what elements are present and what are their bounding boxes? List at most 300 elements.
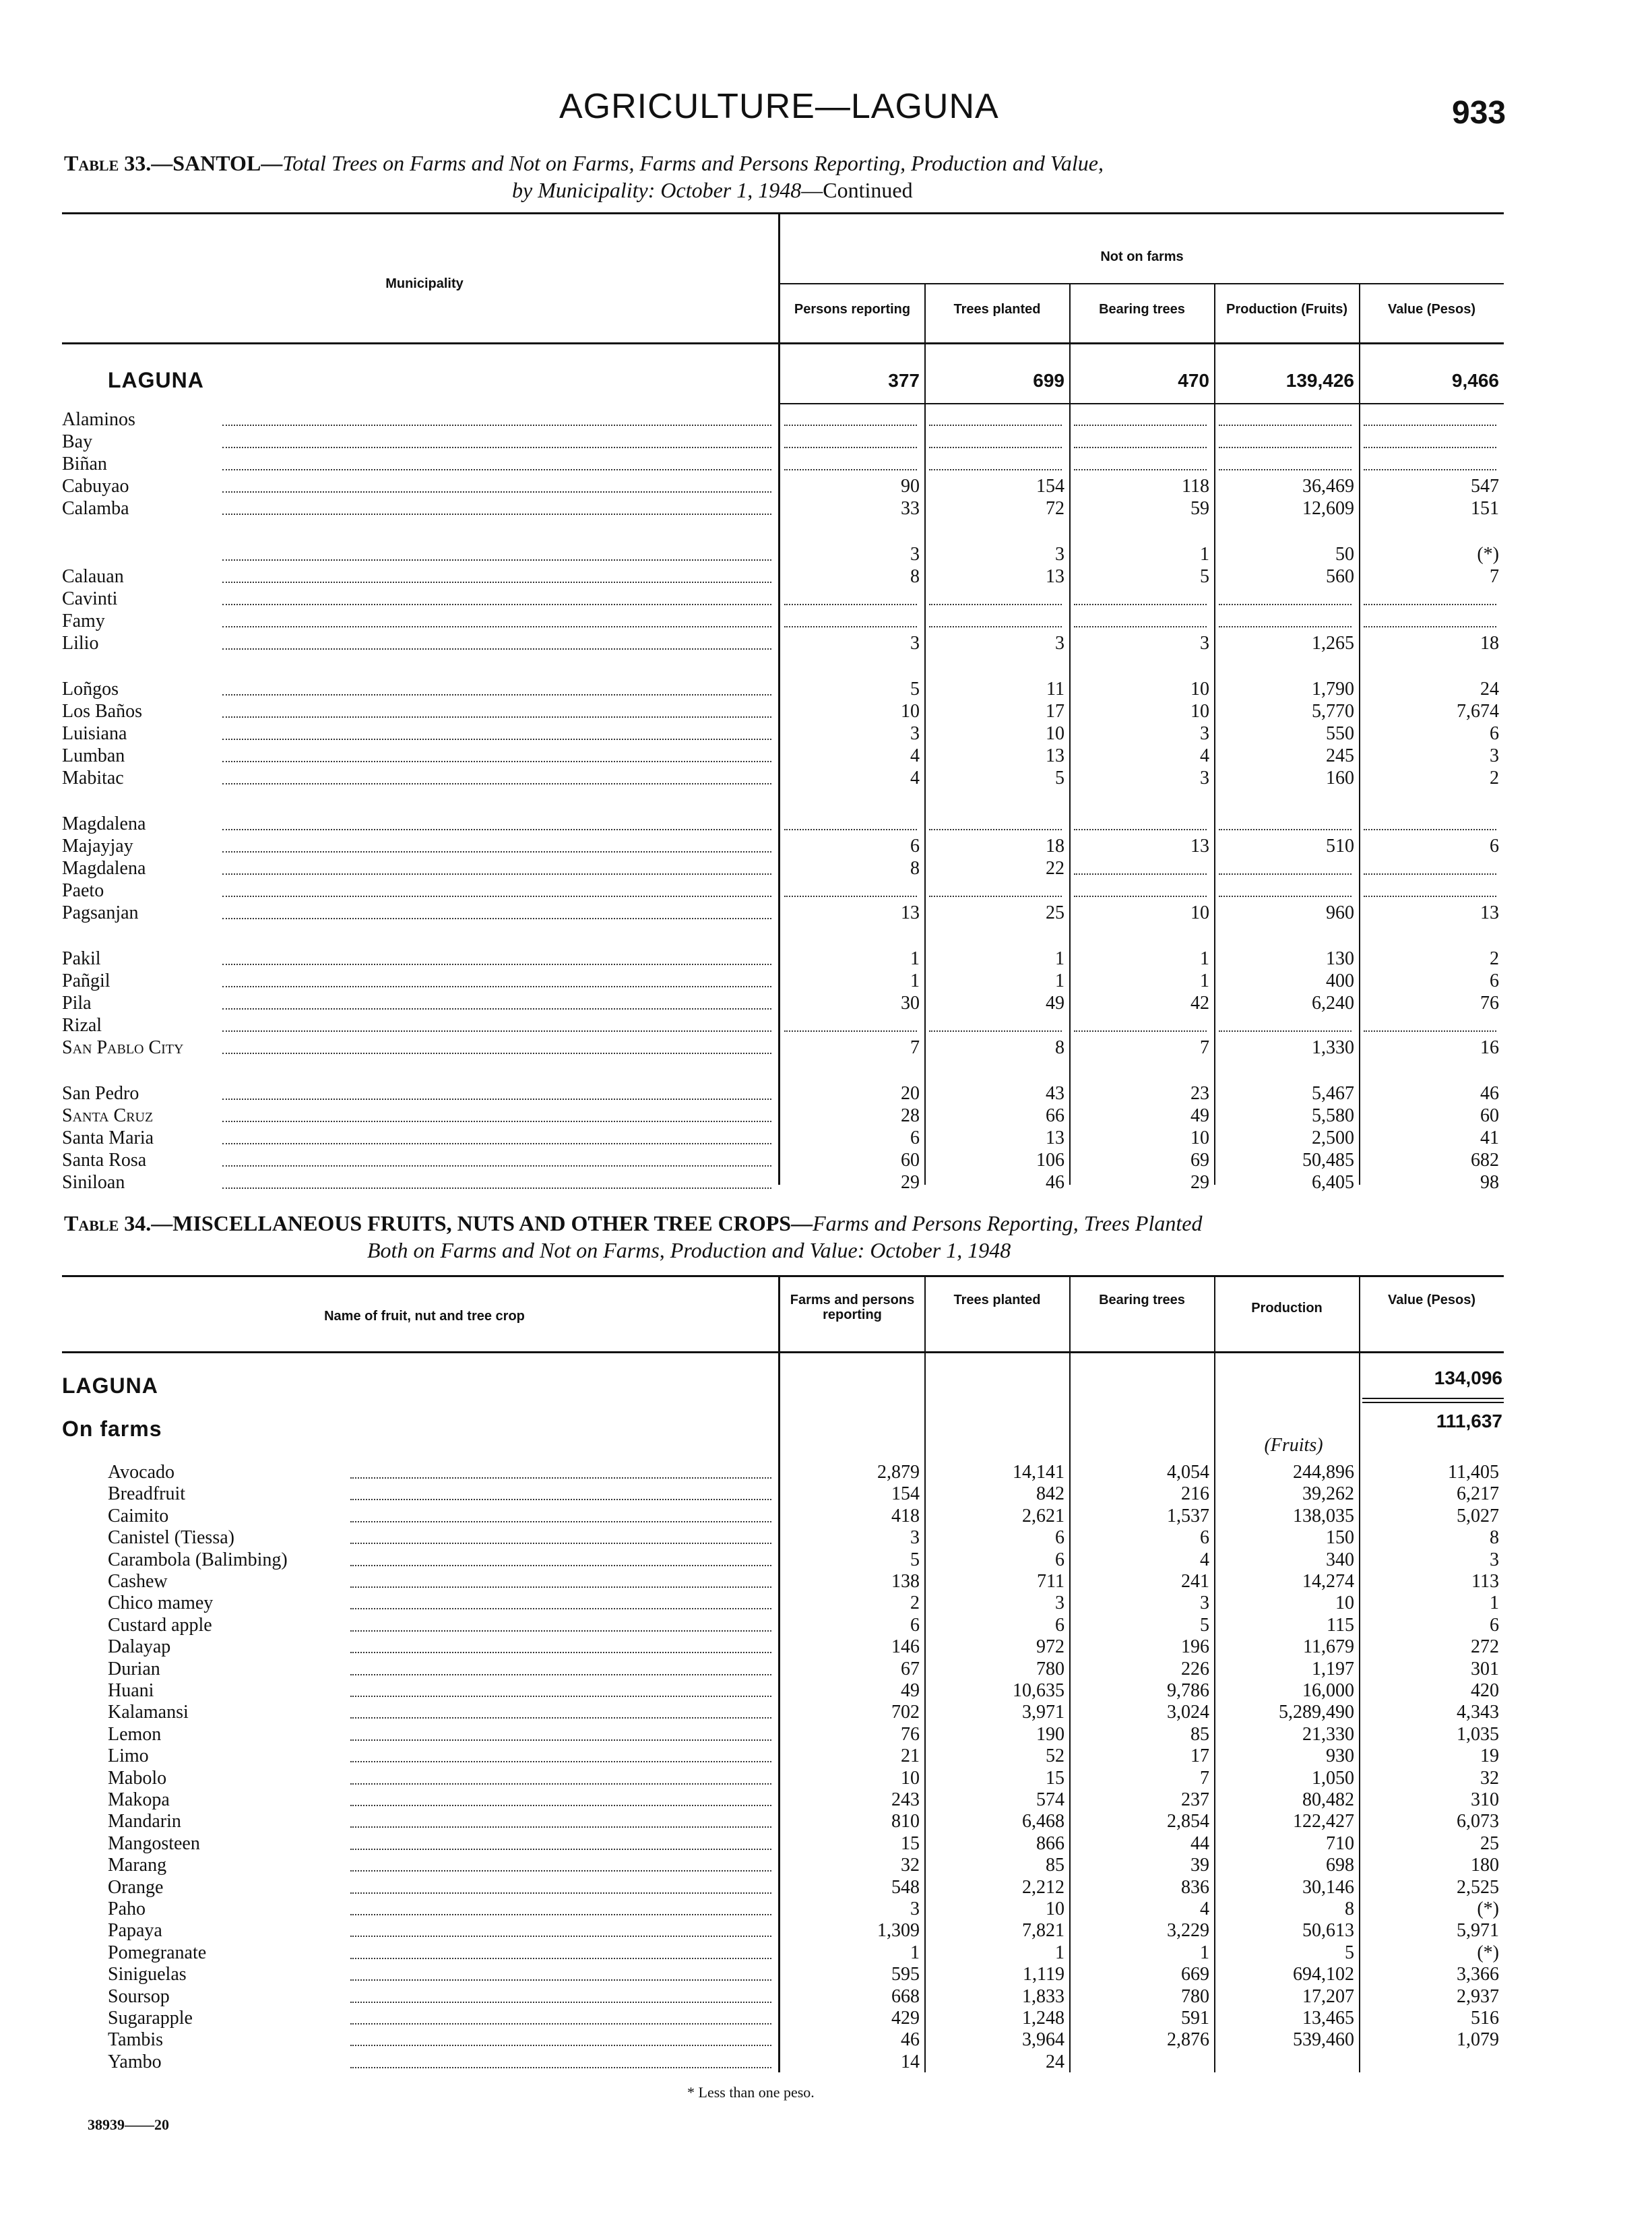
leader-dots: [222, 604, 771, 605]
table-cell: 122,427: [1293, 1811, 1354, 1832]
table-cell: 9,786: [1167, 1680, 1209, 1701]
table-cell: 67: [901, 1659, 920, 1679]
table-cell: 5: [910, 679, 920, 700]
table-cell: 66: [1046, 1105, 1065, 1126]
leader-dots: [222, 559, 771, 561]
leader-dots: [222, 873, 771, 875]
table-cell: 6: [1490, 1615, 1499, 1636]
crop-name: Custard apple: [108, 1615, 212, 1636]
table-cell: 6: [910, 1128, 920, 1148]
table-cell: 36,469: [1302, 476, 1354, 497]
table-cell: 3: [910, 723, 920, 744]
table-cell: 6: [910, 836, 920, 857]
table-cell: 22: [1046, 858, 1065, 879]
table-cell: 429: [891, 2008, 920, 2029]
leader-dots: [350, 1586, 771, 1588]
leader-dots: [222, 582, 771, 583]
municipality-name: Cabuyao: [62, 476, 129, 497]
table-cell: 80,482: [1302, 1789, 1354, 1810]
table-cell: 7,821: [1022, 1920, 1065, 1941]
table-cell: 25: [1046, 902, 1065, 923]
empty-cell-dots: [784, 1030, 917, 1032]
leader-dots: [350, 2045, 771, 2046]
leader-dots: [350, 1696, 771, 1697]
leader-dots: [350, 1674, 771, 1675]
table-cell: 30: [901, 993, 920, 1014]
table-cell: 3,366: [1457, 1964, 1499, 1985]
crop-name: Kalamansi: [108, 1702, 189, 1723]
table-cell: 960: [1326, 902, 1354, 923]
table-cell: 548: [891, 1877, 920, 1898]
leader-dots: [222, 896, 771, 897]
table-cell: 6: [1055, 1615, 1065, 1636]
leader-dots: [222, 783, 771, 784]
table-cell: 21,330: [1302, 1724, 1354, 1745]
crop-name: Lemon: [108, 1724, 162, 1745]
table-cell: 16: [1480, 1037, 1499, 1058]
leader-dots: [350, 1630, 771, 1632]
table34-onfarms-value: 111,637: [1436, 1411, 1502, 1431]
table-cell: 6: [1055, 1527, 1065, 1548]
table-cell: 301: [1471, 1659, 1499, 1679]
table-cell: 272: [1471, 1636, 1499, 1657]
leader-dots: [222, 447, 771, 448]
leader-dots: [350, 1979, 771, 1981]
crop-name: Cashew: [108, 1571, 168, 1592]
empty-cell-dots: [784, 829, 917, 830]
crop-name: Pomegranate: [108, 1942, 207, 1963]
table-cell: 39,262: [1302, 1483, 1354, 1504]
empty-cell-dots: [929, 425, 1062, 426]
table-cell: 668: [891, 1986, 920, 2007]
table33-group-header: Not on farms: [1100, 249, 1184, 264]
table-cell: 7: [910, 1037, 920, 1058]
leader-dots: [222, 648, 771, 650]
table-cell: 52: [1046, 1746, 1065, 1766]
table34-col-divider: [924, 1277, 926, 2072]
crop-name: Mandarin: [108, 1811, 181, 1832]
leader-dots: [350, 1783, 771, 1785]
table-cell: 160: [1326, 768, 1354, 789]
table34-col-production: Production: [1251, 1301, 1323, 1316]
table33-col-production: Production (Fruits): [1226, 302, 1347, 317]
leader-dots: [222, 626, 771, 627]
empty-cell-dots: [784, 604, 917, 605]
table-cell: 13: [901, 902, 920, 923]
table-cell: 2,879: [877, 1462, 920, 1483]
table-cell: 1,119: [1023, 1964, 1065, 1985]
leader-dots: [350, 1805, 771, 1806]
table33-col-divider: [1069, 284, 1071, 1185]
empty-cell-dots: [1074, 604, 1207, 605]
table-cell: 1,537: [1167, 1506, 1209, 1526]
table-cell: 10: [1046, 723, 1065, 744]
table-cell: 8: [910, 566, 920, 587]
table34-col-value: Value (Pesos): [1387, 1293, 1476, 1307]
empty-cell-dots: [1219, 626, 1352, 627]
municipality-name: San Pablo City: [62, 1037, 184, 1058]
municipality-name: Santa Rosa: [62, 1150, 147, 1171]
empty-cell-dots: [1219, 1030, 1352, 1032]
table-cell: 5: [910, 1549, 920, 1570]
table-cell: 5: [1200, 1615, 1209, 1636]
table-cell: 28: [901, 1105, 920, 1126]
table-cell: 11,679: [1303, 1636, 1354, 1657]
table33-col-persons: Persons reporting: [794, 302, 911, 317]
table34-col-divider: [1359, 1277, 1360, 2072]
table-cell: 42: [1190, 993, 1209, 1014]
crop-name: Chico mamey: [108, 1593, 214, 1613]
table-cell: 24: [1480, 679, 1499, 700]
table-cell: 780: [1036, 1659, 1065, 1679]
table-cell: 72: [1046, 498, 1065, 519]
table-cell: 46: [901, 2029, 920, 2050]
empty-cell-dots: [929, 896, 1062, 897]
table-cell: 20: [901, 1083, 920, 1104]
table-cell: 710: [1326, 1833, 1354, 1854]
leader-dots: [222, 1030, 771, 1032]
table-cell: 8: [1055, 1037, 1065, 1058]
table34-title-date: Both on Farms and Not on Farms, Production and Value: October 1, 1948: [367, 1238, 1011, 1262]
leader-dots: [350, 1870, 771, 1872]
municipality-name: Paeto: [62, 880, 104, 901]
table-cell: 3: [1200, 1593, 1209, 1613]
table-cell: 3,964: [1022, 2029, 1065, 2050]
table-cell: 972: [1036, 1636, 1065, 1657]
municipality-name: Lumban: [62, 745, 125, 766]
empty-cell-dots: [1364, 896, 1496, 897]
table33-title-main: —SANTOL—: [151, 151, 283, 175]
table-cell: 6: [1490, 836, 1499, 857]
table-cell: 6: [1200, 1527, 1209, 1548]
table-cell: 420: [1471, 1680, 1499, 1701]
crop-name: Tambis: [108, 2029, 164, 2050]
table34-caption: [64, 1210, 1526, 1237]
table-cell: 49: [901, 1680, 920, 1701]
crop-name: Paho: [108, 1898, 146, 1919]
table-cell: 196: [1181, 1636, 1209, 1657]
municipality-name: Siniloan: [62, 1172, 125, 1193]
table-cell: 16,000: [1302, 1680, 1354, 1701]
table34-col-divider: [1214, 1277, 1215, 2072]
table-cell: 4: [910, 768, 920, 789]
table-cell: 50,613: [1302, 1920, 1354, 1941]
table-cell: 1: [1200, 970, 1209, 991]
table-cell: 2,937: [1457, 1986, 1499, 2007]
table-cell: 226: [1181, 1659, 1209, 1679]
municipality-name: Magdalena: [62, 858, 146, 879]
table-cell: 245: [1326, 745, 1354, 766]
table-cell: 1,079: [1457, 2029, 1499, 2050]
table-cell: 98: [1480, 1172, 1499, 1193]
table-cell: 4,343: [1457, 1702, 1499, 1723]
table-cell: 130: [1326, 948, 1354, 969]
leader-dots: [222, 716, 771, 718]
table-cell: 17: [1046, 701, 1065, 722]
table-cell: 3: [1055, 633, 1065, 654]
table-cell: 5: [1055, 768, 1065, 789]
table-cell: 24: [1046, 2051, 1065, 2072]
table-cell: 10: [901, 701, 920, 722]
empty-cell-dots: [1364, 604, 1496, 605]
municipality-name: Famy: [62, 611, 105, 631]
table-cell: 5,971: [1457, 1920, 1499, 1941]
leader-dots: [222, 1121, 771, 1122]
table-cell: 29: [1190, 1172, 1209, 1193]
crop-name: Breadfruit: [108, 1483, 186, 1504]
leader-dots: [350, 1543, 771, 1544]
table-cell: 2,854: [1167, 1811, 1209, 1832]
leader-dots: [350, 1477, 771, 1479]
leader-dots: [350, 1521, 771, 1522]
table33-stub-divider: [778, 214, 780, 1185]
table-cell: 18: [1046, 836, 1065, 857]
table-cell: 44: [1190, 1833, 1209, 1854]
table34-total-rule: [1362, 1402, 1504, 1403]
table34-caption-line2: [367, 1237, 1011, 1264]
table-cell: 780: [1181, 1986, 1209, 2007]
table-cell: 1: [910, 970, 920, 991]
table-cell: 1,833: [1022, 1986, 1065, 2007]
table-cell: 14,274: [1302, 1571, 1354, 1592]
table-cell: 12,609: [1302, 498, 1354, 519]
table-cell: 10,635: [1013, 1680, 1065, 1701]
table-cell: 7: [1200, 1037, 1209, 1058]
municipality-name: Santa Cruz: [62, 1105, 154, 1126]
table-cell: 1: [910, 948, 920, 969]
table-cell: 59: [1190, 498, 1209, 519]
table-cell: 25: [1480, 1833, 1499, 1854]
table-cell: 3: [1490, 1549, 1499, 1570]
table-cell: 11: [1046, 679, 1065, 700]
table-cell: 118: [1182, 476, 1209, 497]
empty-cell-dots: [1074, 896, 1207, 897]
table-cell: 2,212: [1022, 1877, 1065, 1898]
table-cell: 5: [1200, 566, 1209, 587]
table-cell: 6,073: [1457, 1811, 1499, 1832]
table34-title-main: —MISCELLANEOUS FRUITS, NUTS AND OTHER TREE CROPS—: [151, 1211, 813, 1235]
table-cell: 8: [1345, 1898, 1354, 1919]
table-cell: 10: [1335, 1593, 1354, 1613]
table-cell: 13: [1046, 1128, 1065, 1148]
table-cell: (*): [1477, 1898, 1499, 1919]
table33-total-cell: 470: [1178, 370, 1209, 391]
table-cell: 516: [1471, 2008, 1499, 2029]
crop-name: Carambola (Balimbing): [108, 1549, 288, 1570]
table-cell: 1: [1055, 948, 1065, 969]
leader-dots: [350, 2002, 771, 2003]
empty-cell-dots: [1074, 1030, 1207, 1032]
municipality-name: Los Baños: [62, 701, 142, 722]
table-cell: 190: [1036, 1724, 1065, 1745]
table-cell: 7: [1490, 566, 1499, 587]
table-cell: 1,248: [1022, 2008, 1065, 2029]
empty-cell-dots: [784, 447, 917, 448]
municipality-name: Pagsanjan: [62, 902, 139, 923]
table-cell: 3,024: [1167, 1702, 1209, 1723]
table33-continued: —Continued: [801, 178, 913, 202]
table33-total-cell: 377: [888, 370, 920, 391]
leader-dots: [222, 1008, 771, 1010]
table-cell: 539,460: [1293, 2029, 1354, 2050]
table33-col-divider: [1359, 284, 1360, 1185]
empty-cell-dots: [1219, 829, 1352, 830]
table-cell: 180: [1471, 1855, 1499, 1876]
municipality-name: Pila: [62, 993, 92, 1014]
table-cell: 682: [1471, 1150, 1499, 1171]
table-cell: 836: [1181, 1877, 1209, 1898]
municipality-name: Santa Maria: [62, 1128, 154, 1148]
table-cell: 3: [1055, 1593, 1065, 1613]
table-cell: 43: [1046, 1083, 1065, 1104]
leader-dots: [222, 964, 771, 965]
leader-dots: [222, 829, 771, 830]
table-cell: 49: [1190, 1105, 1209, 1126]
leader-dots: [350, 2067, 771, 2068]
table-cell: 711: [1037, 1571, 1065, 1592]
table-cell: 4,054: [1167, 1462, 1209, 1483]
table34-total-label: LAGUNA: [62, 1373, 158, 1398]
table-cell: 14: [901, 2051, 920, 2072]
leader-dots: [222, 1165, 771, 1167]
table-cell: 3,971: [1022, 1702, 1065, 1723]
table-cell: 46: [1046, 1172, 1065, 1193]
table-cell: 1: [1055, 970, 1065, 991]
table-cell: 138,035: [1293, 1506, 1354, 1526]
table-cell: 595: [891, 1964, 920, 1985]
leader-dots: [222, 1099, 771, 1100]
empty-cell-dots: [784, 469, 917, 470]
table-cell: 18: [1480, 633, 1499, 654]
table-cell: 46: [1480, 1083, 1499, 1104]
table-cell: 2: [1490, 768, 1499, 789]
empty-cell-dots: [1074, 447, 1207, 448]
table-cell: 2: [1490, 948, 1499, 969]
table-cell: 3: [910, 633, 920, 654]
municipality-name: Mabitac: [62, 768, 124, 789]
leader-dots: [350, 1936, 771, 1937]
table-cell: 15: [901, 1833, 920, 1854]
empty-cell-dots: [1074, 626, 1207, 627]
crop-name: Yambo: [108, 2051, 162, 2072]
leader-dots: [350, 1892, 771, 1894]
table-cell: 41: [1480, 1128, 1499, 1148]
empty-cell-dots: [784, 425, 917, 426]
table-cell: 76: [901, 1724, 920, 1745]
table33-total-cell: 699: [1033, 370, 1065, 391]
table34-col-bearing: Bearing trees: [1099, 1293, 1185, 1307]
table33-col-bearing: Bearing trees: [1099, 302, 1185, 317]
municipality-name: Lilio: [62, 633, 99, 654]
empty-cell-dots: [1364, 626, 1496, 627]
crop-name: Soursop: [108, 1986, 170, 2007]
table34-onfarms-label: On farms: [62, 1417, 162, 1441]
table-cell: 50: [1335, 544, 1354, 565]
table-cell: 19: [1480, 1746, 1499, 1766]
table-cell: 2: [910, 1593, 920, 1613]
table33-title-rest: Total Trees on Farms and Not on Farms, Farms and Persons Reporting, Production and Value,: [282, 151, 1104, 175]
table34-col-reporting: Farms and persons reporting: [790, 1293, 915, 1322]
leader-dots: [222, 918, 771, 919]
table-cell: (*): [1477, 544, 1499, 565]
table33-total-rule: [780, 403, 1504, 404]
empty-cell-dots: [1219, 873, 1352, 875]
table-cell: 237: [1181, 1789, 1209, 1810]
table-cell: 400: [1326, 970, 1354, 991]
empty-cell-dots: [929, 829, 1062, 830]
table-cell: 151: [1471, 498, 1499, 519]
empty-cell-dots: [1364, 447, 1496, 448]
table-cell: 4: [910, 745, 920, 766]
table-cell: 10: [1190, 679, 1209, 700]
table-cell: 702: [891, 1702, 920, 1723]
empty-cell-dots: [929, 469, 1062, 470]
leader-dots: [222, 1143, 771, 1144]
table-cell: 3: [1200, 633, 1209, 654]
leader-dots: [222, 514, 771, 515]
table-cell: 1,035: [1457, 1724, 1499, 1745]
empty-cell-dots: [929, 604, 1062, 605]
municipality-name: Biñan: [62, 454, 107, 474]
municipality-name: Luisiana: [62, 723, 127, 744]
table-cell: 3,229: [1167, 1920, 1209, 1941]
leader-dots: [350, 1499, 771, 1500]
empty-cell-dots: [1074, 425, 1207, 426]
table33-label: Table 33.: [64, 151, 152, 175]
empty-cell-dots: [929, 1030, 1062, 1032]
leader-dots: [350, 1958, 771, 1959]
table-cell: 241: [1181, 1571, 1209, 1592]
table-cell: 3: [910, 544, 920, 565]
table-cell: 669: [1181, 1964, 1209, 1985]
table-cell: 2,525: [1457, 1877, 1499, 1898]
leader-dots: [222, 761, 771, 762]
table-cell: 60: [901, 1150, 920, 1171]
table-cell: 550: [1326, 723, 1354, 744]
crop-name: Makopa: [108, 1789, 170, 1810]
table-cell: 243: [891, 1789, 920, 1810]
table-cell: 694,102: [1293, 1964, 1354, 1985]
table33-total-label: LAGUNA: [108, 368, 204, 392]
table-cell: 10: [1046, 1898, 1065, 1919]
municipality-name: Alaminos: [62, 409, 135, 430]
table-cell: 15: [1046, 1768, 1065, 1789]
table-cell: 3: [1200, 768, 1209, 789]
table-cell: 1: [910, 1942, 920, 1963]
table-cell: (*): [1477, 1942, 1499, 1963]
table-cell: 17: [1190, 1746, 1209, 1766]
table-cell: 11,405: [1448, 1462, 1499, 1483]
empty-cell-dots: [1219, 447, 1352, 448]
leader-dots: [350, 1914, 771, 1915]
table-cell: 560: [1326, 566, 1354, 587]
table-cell: 1,790: [1312, 679, 1354, 700]
table-cell: 5,289,490: [1279, 1702, 1354, 1723]
table33-col-value: Value (Pesos): [1387, 302, 1476, 317]
table-cell: 30,146: [1302, 1877, 1354, 1898]
crop-name: Dalayap: [108, 1636, 171, 1657]
table-cell: 5: [1345, 1942, 1354, 1963]
table33-top-rule: [62, 212, 1504, 214]
table34-top-rule: [62, 1275, 1504, 1277]
crop-name: Caimito: [108, 1506, 169, 1526]
table-cell: 69: [1190, 1150, 1209, 1171]
table34-label: Table 34.: [64, 1211, 152, 1235]
leader-dots: [350, 1849, 771, 1850]
table-cell: 2,500: [1312, 1128, 1354, 1148]
table33-stub-header: Municipality: [385, 276, 464, 291]
table-cell: 106: [1036, 1150, 1065, 1171]
